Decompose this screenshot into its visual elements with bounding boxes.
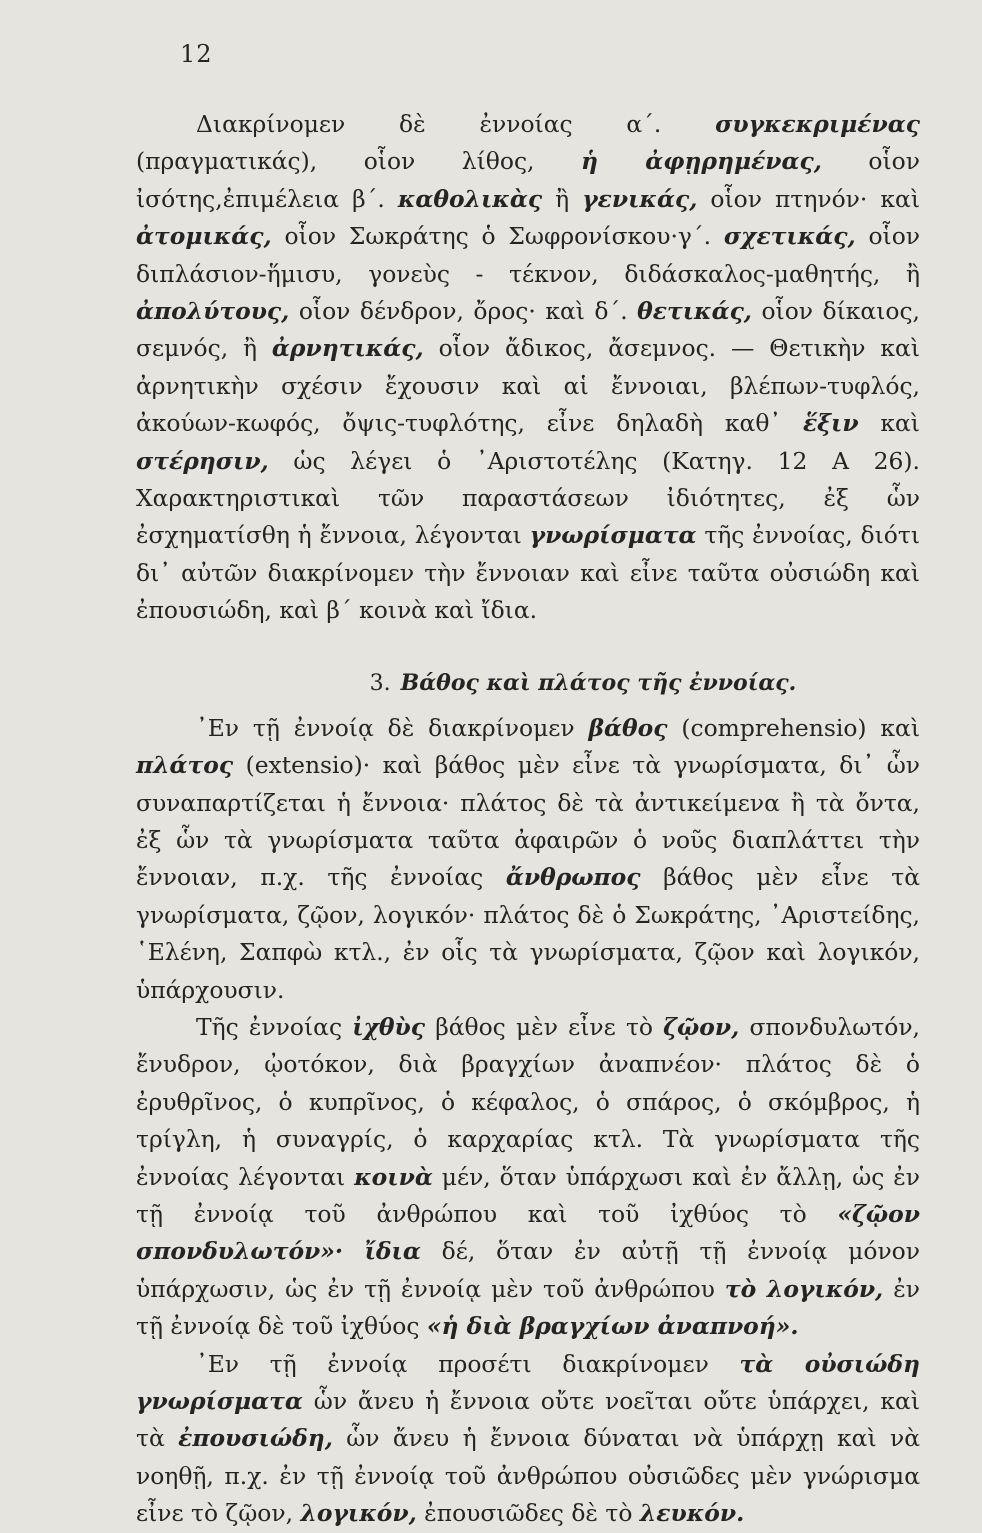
- paragraph-3-text: [136, 1013, 920, 1340]
- emphasized-term: ἀπολύτους,: [136, 297, 290, 326]
- paragraph-2-text: [136, 714, 920, 1004]
- paragraph-1-text: [136, 110, 920, 624]
- text-run: ἢ: [542, 184, 583, 213]
- section-title: Βάθος καὶ πλάτος τῆς ἐννοίας.: [400, 669, 797, 696]
- paragraph-essential-features: [136, 1346, 920, 1533]
- emphasized-term: γνωρίσματα: [529, 521, 697, 550]
- paragraph-fish-example: [136, 1009, 920, 1346]
- text-run: καὶ: [858, 409, 920, 438]
- text-run: οἷον δίκαιος, σεμνός, ἢ: [136, 297, 920, 363]
- emphasized-term: λογικόν,: [300, 1499, 417, 1528]
- text-run: ἐπουσιῶδες δὲ τὸ: [416, 1499, 640, 1528]
- paragraph-4-text: [136, 1350, 920, 1528]
- text-run: οἷον ἄδικος, ἄσεμνος. — Θετικὴν καὶ ἀρνητικὴν σχέσιν ἔχουσιν καὶ αἱ ἔννοιαι, βλέπων-τυφλός, ἀκούων-κωφός, ὄψις-τυφλότης, εἶνε δηλαδὴ καθ᾽: [136, 334, 921, 438]
- emphasized-term: τὸ λογικόν,: [724, 1274, 884, 1303]
- emphasized-term: ἄνθρωπος: [505, 863, 641, 892]
- text-run: (πραγματικάς), οἷον λίθος,: [136, 147, 581, 176]
- text-run: ἐν τῇ ἐννοίᾳ δὲ τοῦ ἰχθύος: [136, 1274, 920, 1341]
- emphasized-term: καθολικὰς: [397, 184, 543, 213]
- emphasized-term: «ζῷον σπονδυλωτόν»· ἴδια: [136, 1199, 920, 1266]
- text-run: (comprehensio) καὶ: [667, 713, 920, 742]
- emphasized-term: ἀρνητικάς,: [271, 334, 424, 363]
- emphasized-term: τὰ οὐσιώδη γνωρίσματα: [136, 1349, 920, 1415]
- emphasized-term: ἡ ἀφῃρημένας,: [581, 147, 822, 176]
- emphasized-term: ἰχθὺς: [352, 1012, 426, 1041]
- emphasized-term: ἀτομικάς,: [136, 222, 272, 251]
- section-number: 3.: [369, 670, 391, 696]
- emphasized-term: βάθος: [588, 713, 668, 742]
- text-run: μέν, ὅταν ὑπάρχωσι καὶ ἐν ἄλλῃ, ὡς ἐν τῇ ἐννοίᾳ τοῦ ἀνθρώπου καὶ τοῦ ἰχθύος τὸ: [136, 1162, 920, 1228]
- page-number: 12: [180, 40, 213, 68]
- text-run: βάθος μὲν εἶνε τὸ: [425, 1012, 664, 1041]
- emphasized-term: «ἡ διὰ βραγχίων ἀναπνοή».: [426, 1312, 799, 1341]
- text-run: Διακρίνομεν δὲ ἐννοίας α΄.: [196, 110, 716, 138]
- text-run: ᾽Εν τῇ ἐννοίᾳ προσέτι διακρίνομεν: [196, 1349, 740, 1378]
- text-run: Τῆς ἐννοίας: [196, 1012, 353, 1041]
- emphasized-term: ἐπουσιώδη,: [178, 1424, 333, 1453]
- text-run: ὡς λέγει ὁ ᾽Αριστοτέλης (Κατηγ. 12 Α 26). Χαρακτηριστικαὶ τῶν παραστάσεων ἰδιότητες, ἐξ ὧν ἐσχηματίσθη ἡ ἔννοια, λέγονται: [136, 446, 920, 550]
- text-run: οἷον ἰσότης,ἐπιμέλεια β΄.: [136, 147, 920, 213]
- text-run: τῆς ἐννοίας, διότι δι᾽ αὐτῶν διακρίνομεν τὴν ἔννοιαν καὶ εἶνε ταῦτα οὐσιώδη καὶ ἐπουσιώδη, καὶ β΄ κοινὰ καὶ ἴδια.: [136, 521, 920, 625]
- emphasized-term: σχετικάς,: [723, 222, 856, 251]
- text-run: οἷον πτηνόν· καὶ: [697, 184, 920, 213]
- text-run: βάθος μὲν εἶνε τὰ γνωρίσματα, ζῷον, λογικόν· πλάτος δὲ ὁ Σωκράτης, ᾽Αριστείδης, ῾Ελένη, Σαπφὼ κτλ., ἐν οἷς τὰ γνωρίσματα, ζῷον καὶ λογικόν, ὑπάρχουσιν.: [136, 863, 920, 1004]
- emphasized-term: θετικάς,: [637, 297, 752, 326]
- emphasized-term: στέρησιν,: [136, 446, 269, 475]
- text-run: ᾽Εν τῇ ἐννοίᾳ δὲ διακρίνομεν: [196, 713, 589, 742]
- text-run: ὧν ἄνευ ἡ ἔννοια οὔτε νοεῖται οὔτε ὑπάρχει, καὶ τὰ: [136, 1387, 920, 1453]
- section-heading: [136, 670, 920, 696]
- text-run: (extensio)· καὶ βάθος μὲν εἶνε τὰ γνωρίσματα, δι᾽ ὧν συναπαρτίζεται ἡ ἔννοια· πλάτος δὲ τὰ ἀντικείμενα ἢ τὰ ὄντα, ἐξ ὧν τὰ γνωρίσματα ταῦτα ἀφαιρῶν ὁ νοῦς διαπλάττει τὴν ἔννοιαν, π.χ. τῆς ἐννοίας: [136, 751, 920, 892]
- text-run: οἷον δένδρον, ὄρος· καὶ δ΄.: [289, 297, 638, 326]
- emphasized-term: λευκόν.: [639, 1499, 745, 1528]
- paragraph-concept-types: [136, 106, 920, 630]
- text-run: ὧν ἄνευ ἡ ἔννοια δύναται νὰ ὑπάρχῃ καὶ νὰ νοηθῇ, π.χ. ἐν τῇ ἐννοίᾳ τοῦ ἀνθρώπου οὐσιῶδες μὲν γνώρισμα εἶνε τὸ ζῷον,: [136, 1424, 920, 1528]
- text-run: οἷον διπλάσιον-ἥμισυ, γονεὺς - τέκνον, διδάσκαλος-μαθητής, ἢ: [136, 222, 920, 288]
- emphasized-term: ἕξιν: [802, 409, 859, 438]
- emphasized-term: γενικάς,: [582, 184, 698, 213]
- emphasized-term: πλάτος: [136, 751, 234, 780]
- text-run: οἷον Σωκράτης ὁ Σωφρονίσκου·γ΄.: [271, 222, 724, 251]
- emphasized-term: κοινὰ: [354, 1162, 433, 1191]
- emphasized-term: συγκεκριμένας: [715, 110, 920, 138]
- text-run: δέ, ὅταν ἐν αὐτῇ τῇ ἐννοίᾳ μόνον ὑπάρχωσιν, ὡς ἐν τῇ ἐννοίᾳ μὲν τοῦ ἀνθρώπου: [136, 1237, 920, 1303]
- text-run: σπονδυλωτόν, ἔνυδρον, ᾠοτόκον, διὰ βραγχίων ἀναπνέον· πλάτος δὲ ὁ ἐρυθρῖνος, ὁ κυπρῖνος, ὁ κέφαλος, ὁ σπάρος, ὁ σκόμβρος, ἡ τρίγλη, ἡ συναγρίς, ὁ καρχαρίας κτλ. Τὰ γνωρίσματα τῆς ἐννοίας λέγονται: [136, 1012, 920, 1191]
- paragraph-depth-breadth: [136, 710, 920, 1009]
- emphasized-term: ζῷον,: [663, 1012, 740, 1041]
